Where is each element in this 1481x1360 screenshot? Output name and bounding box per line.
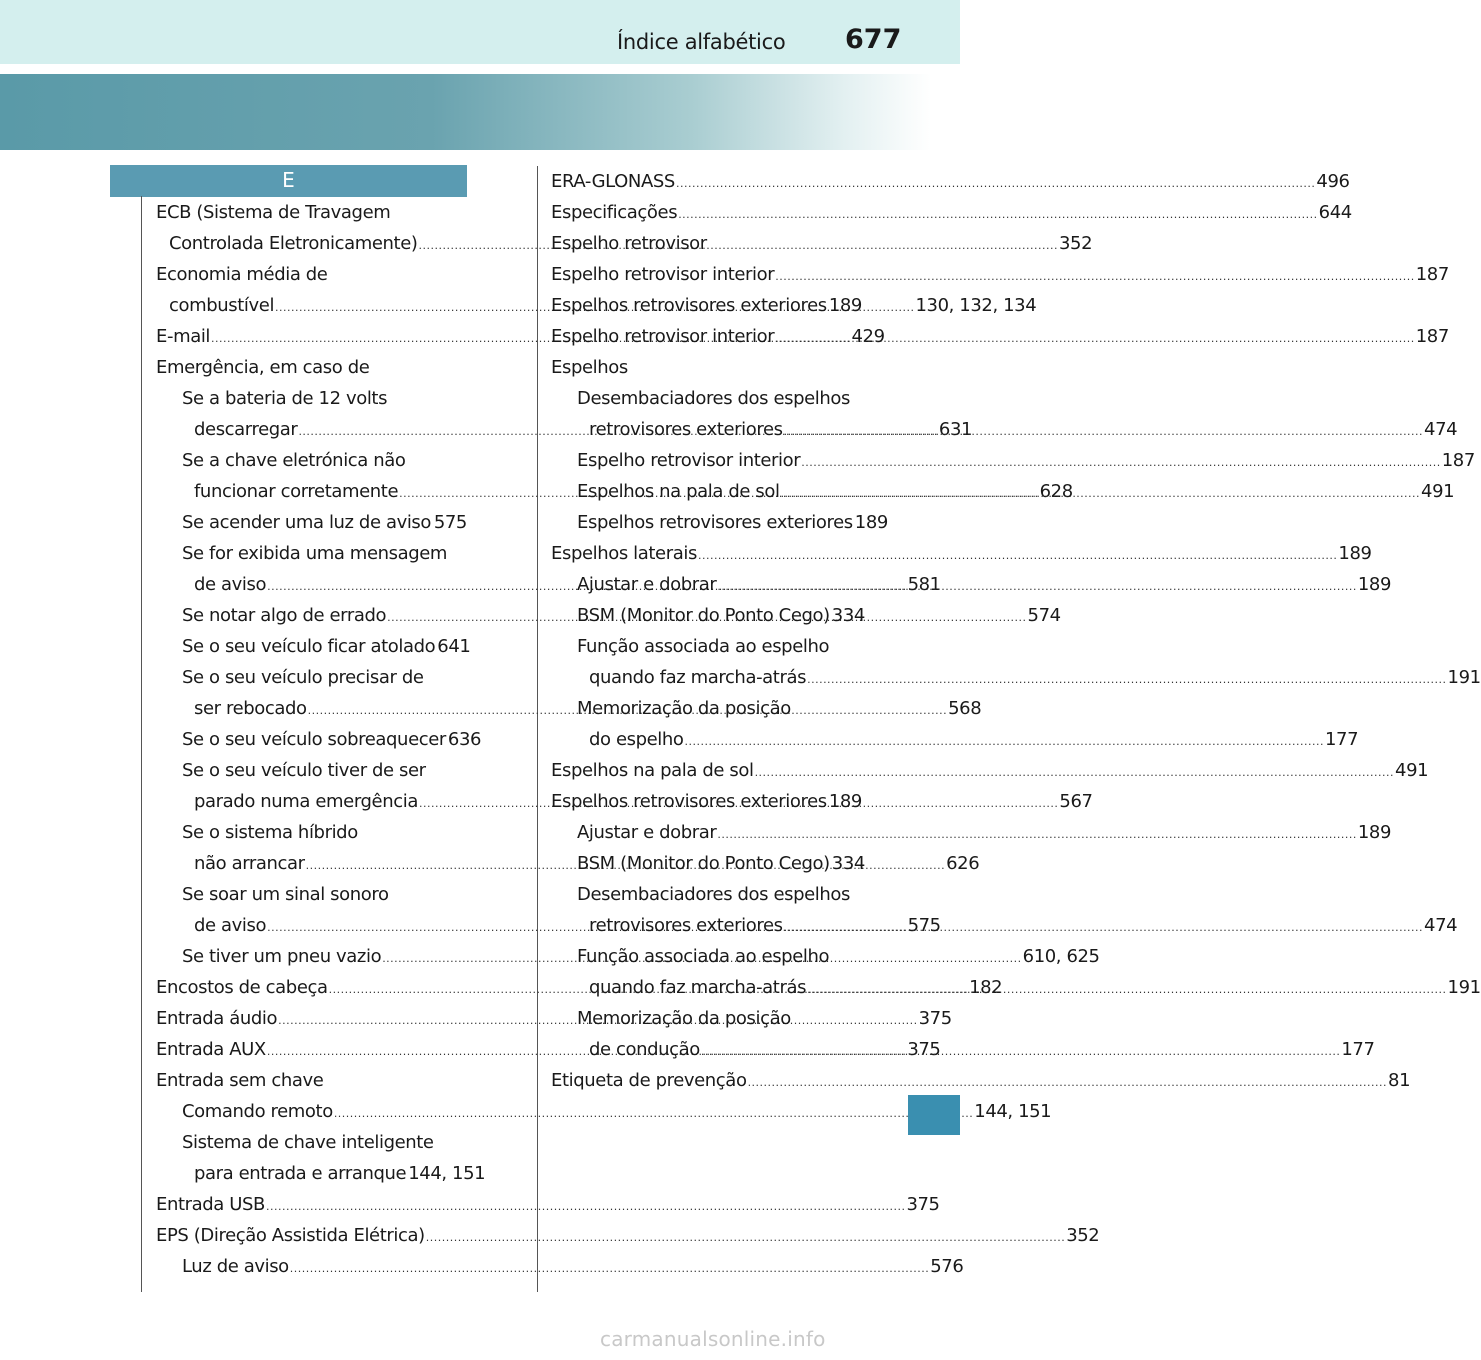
index-entry-page[interactable]: 187 [1415,326,1449,347]
index-entry-page[interactable]: 429 [851,326,885,347]
index-entry [156,1065,467,1096]
index-entry-text: Memorização da posição [577,698,791,719]
index-entry-text: descarregar [194,419,298,440]
index-entry-text: Espelhos laterais [551,543,697,564]
index-entry-text: parado numa emergência [194,791,418,812]
index-entry-text: combustível [169,295,275,316]
dot-leader [784,416,1423,447]
index-entry-page[interactable]: 626 [946,853,980,874]
index-entry-page[interactable]: 474 [1424,419,1458,440]
index-entry-page[interactable]: 568 [948,698,982,719]
index-entry [551,197,1352,228]
index-entry-text: Memorização da posição [577,1008,791,1029]
index-entry-page[interactable]: 631 [938,419,973,440]
dot-leader [717,819,1356,850]
index-entry-page[interactable]: 628 [1039,481,1073,502]
index-entry-text: Emergência, em caso de [156,357,370,378]
index-entry-page[interactable]: 130, 132, 134 [915,295,1037,316]
index-entry [551,445,1475,476]
index-entry-text: BSM (Monitor do Ponto Cego) [577,605,830,626]
index-entry-text: E-mail [156,326,211,347]
index-entry-text: Se acender uma luz de aviso [182,512,432,533]
index-entry-text: Ajustar e dobrar [577,574,717,595]
index-entry-text: Função associada ao espelho [577,946,830,967]
index-entry [156,1189,940,1220]
header-title: Índice alfabético [617,30,786,54]
index-entry-text: Função associada ao espelho [577,636,830,657]
index-entry [551,1065,1411,1096]
index-entry [156,1251,964,1282]
index-entry-text: de aviso [194,915,267,936]
index-entry [156,755,467,786]
index-entry [551,1003,862,1034]
dot-leader [717,571,1356,602]
index-entry-text: ECB (Sistema de Travagem [156,202,391,223]
index-entry [551,755,1429,786]
index-entry-text: Espelhos retrovisores exteriores [551,791,827,812]
index-entry-text: Se o seu veículo ficar atolado [182,636,436,657]
index-entry-page[interactable]: 581 [907,574,941,595]
chapter-tab[interactable] [908,1095,960,1135]
index-entry-text: Entrada USB [156,1194,265,1215]
index-entry [551,290,862,321]
dot-leader [807,974,1446,1005]
index-entry-page[interactable]: 182 [969,977,1003,998]
dot-leader [781,478,1420,509]
index-entry-page[interactable]: 177 [1341,1039,1375,1060]
index-entry-text: Se o seu veículo precisar de [182,667,424,688]
index-entry [551,631,862,662]
index-entry-text: Ajustar e dobrar [577,822,717,843]
dot-leader [755,757,1394,788]
dot-leader [432,509,433,540]
index-entry [156,817,467,848]
index-entry-text: Especificações [551,202,678,223]
index-entry-text: funcionar corretamente [194,481,399,502]
index-entry [551,786,862,817]
dot-leader [807,664,1446,695]
index-entry-text: para entrada e arranque [194,1163,407,1184]
index-entry-text: Espelho retrovisor interior [577,450,801,471]
index-entry [156,879,467,910]
index-entry-text: de aviso [194,574,267,595]
index-entry-text: Luz de aviso [182,1256,289,1277]
dot-leader [676,168,1315,199]
index-entry-text: quando faz marcha-atrás [589,977,807,998]
dot-leader [701,1036,1340,1067]
index-entry [156,662,467,693]
index-entry-text: Entrada sem chave [156,1070,324,1091]
index-entry-page[interactable]: 496 [1316,171,1350,192]
index-entry [551,693,862,724]
index-entry-page[interactable]: 177 [1325,729,1359,750]
dot-leader [801,447,1440,478]
index-entry-text: Espelhos retrovisores exteriores [551,295,827,316]
index-entry [551,507,888,538]
index-entry [156,1158,486,1189]
index-entry-page[interactable]: 352 [1058,233,1093,254]
index-entry-page[interactable]: 636 [447,729,482,750]
index-entry-text: BSM (Monitor do Ponto Cego) [577,853,830,874]
index-entry-text: Espelhos [551,357,628,378]
index-entry-page[interactable]: 334 [831,853,865,874]
index-entry-text: Sistema de chave inteligente [182,1132,434,1153]
column-divider-left [141,196,142,1292]
index-entry [551,166,1350,197]
index-entry-text: Espelho retrovisor [551,233,707,254]
index-entry-text: Economia média de [156,264,328,285]
index-entry-text: retrovisores exteriores [589,915,783,936]
index-entry-page[interactable]: 144, 151 [408,1163,486,1184]
index-entry [156,352,467,383]
dot-leader [784,912,1423,943]
index-entry-page[interactable]: 189 [828,295,862,316]
index-entry [156,1127,467,1158]
index-entry [156,724,482,755]
index-entry [156,445,467,476]
index-entry-page[interactable]: 491 [1421,481,1455,502]
index-entry-page[interactable]: 375 [918,1008,952,1029]
page-number: 677 [845,24,902,55]
index-entry-text: Se o seu veículo tiver de ser [182,760,426,781]
index-entry-page[interactable]: 574 [1027,605,1061,626]
index-entry [551,383,862,414]
index-entry [156,383,467,414]
index-entry-page[interactable]: 644 [1318,202,1352,223]
index-entry [156,197,467,228]
index-entry [551,259,1449,290]
index-entry-text: Se a chave eletrónica não [182,450,406,471]
index-entry-page[interactable]: 567 [1059,791,1093,812]
index-entry-page[interactable]: 189 [1338,543,1372,564]
index-entry-text: Espelho retrovisor interior [551,264,775,285]
top-bar [0,0,960,64]
dot-leader [266,1191,905,1222]
index-entry-page[interactable]: 375 [906,1194,940,1215]
index-entry-page[interactable]: 641 [437,636,471,657]
index-entry [156,631,471,662]
index-entry-page[interactable]: 189 [854,512,888,533]
index-entry-text: Encostos de cabeça [156,977,328,998]
index-entry-page[interactable]: 144, 151 [974,1101,1052,1122]
index-entry [156,538,467,569]
index-entry-page[interactable]: 576 [930,1256,964,1277]
index-entry [551,538,1372,569]
index-entry [551,662,1481,693]
index-entry-page[interactable]: 187 [1415,264,1449,285]
index-entry-page[interactable]: 187 [1441,450,1475,471]
index-entry-page[interactable]: 189 [1357,574,1392,595]
index-entry-text: Espelhos na pala de sol [551,760,754,781]
index-entry-text: Espelhos na pala de sol [577,481,780,502]
index-entry-page[interactable]: 491 [1395,760,1429,781]
index-entry-text: Se soar um sinal sonoro [182,884,389,905]
index-entry-text: Espelhos retrovisores exteriores [577,512,853,533]
index-entry [551,848,865,879]
dot-leader [775,261,1414,292]
index-entry [551,941,862,972]
index-entry [551,600,865,631]
index-entry-page[interactable]: 474 [1424,915,1458,936]
index-entry [551,724,1359,755]
index-entry-text: Se tiver um pneu vazio [182,946,382,967]
header-banner [0,74,960,150]
index-entry [551,879,862,910]
index-entry-text: Se notar algo de errado [182,605,387,626]
index-entry-text: ERA-GLONASS [551,171,675,192]
index-entry-text: Comando remoto [182,1101,333,1122]
index-entry-text: Espelho retrovisor interior [551,326,775,347]
index-entry [551,228,862,259]
index-entry-page[interactable]: 575 [907,915,941,936]
dot-leader [290,1253,929,1284]
index-entry-text: Se o sistema híbrido [182,822,358,843]
index-entry-text: Se for exibida uma mensagem [182,543,448,564]
index-entry-text: do espelho [589,729,684,750]
index-entry-text: ser rebocado [194,698,307,719]
index-entry [551,817,1392,848]
index-entry-text: quando faz marcha-atrás [589,667,807,688]
index-entry-text: Entrada áudio [156,1008,278,1029]
dot-leader [426,1222,1065,1253]
index-entry-page[interactable]: 189 [1357,822,1392,843]
dot-leader [685,726,1324,757]
dot-leader [748,1067,1387,1098]
index-entry-text: Desembaciadores dos espelhos [577,884,851,905]
index-entry-text: Entrada AUX [156,1039,266,1060]
index-entry [156,259,467,290]
dot-leader [678,199,1317,230]
index-entry-text: não arrancar [194,853,305,874]
watermark: carmanualsonline.info [600,1327,826,1351]
dot-leader [698,540,1337,571]
index-entry-page[interactable]: 375 [907,1039,941,1060]
section-letter-header: E [110,165,467,197]
index-entry-page[interactable]: 191 [1447,977,1481,998]
index-entry-text: Se o seu veículo sobreaquecer [182,729,446,750]
index-entry-text: Se a bateria de 12 volts [182,388,388,409]
index-entry-text: retrovisores exteriores [589,419,783,440]
dot-leader [775,323,1414,354]
index-entry-page[interactable]: 610, 625 [1022,946,1100,967]
index-entry-page[interactable]: 334 [831,605,865,626]
dot-leader [334,1098,973,1129]
index-entry-page[interactable]: 189 [828,791,862,812]
index-entry-text: EPS (Direção Assistida Elétrica) [156,1225,425,1246]
index-entry-text: Etiqueta de prevenção [551,1070,747,1091]
index-entry-page[interactable]: 191 [1447,667,1481,688]
index-entry-text: Controlada Eletronicamente) [169,233,418,254]
index-entry [156,1096,1052,1127]
index-entry-page[interactable]: 575 [433,512,467,533]
index-entry-page[interactable]: 352 [1066,1225,1100,1246]
index-entry [156,507,467,538]
index-entry-text: Desembaciadores dos espelhos [577,388,851,409]
index-entry-page[interactable]: 81 [1388,1070,1411,1091]
index-entry-text: de condução [589,1039,700,1060]
index-entry [156,1220,1100,1251]
index-entry [551,352,862,383]
